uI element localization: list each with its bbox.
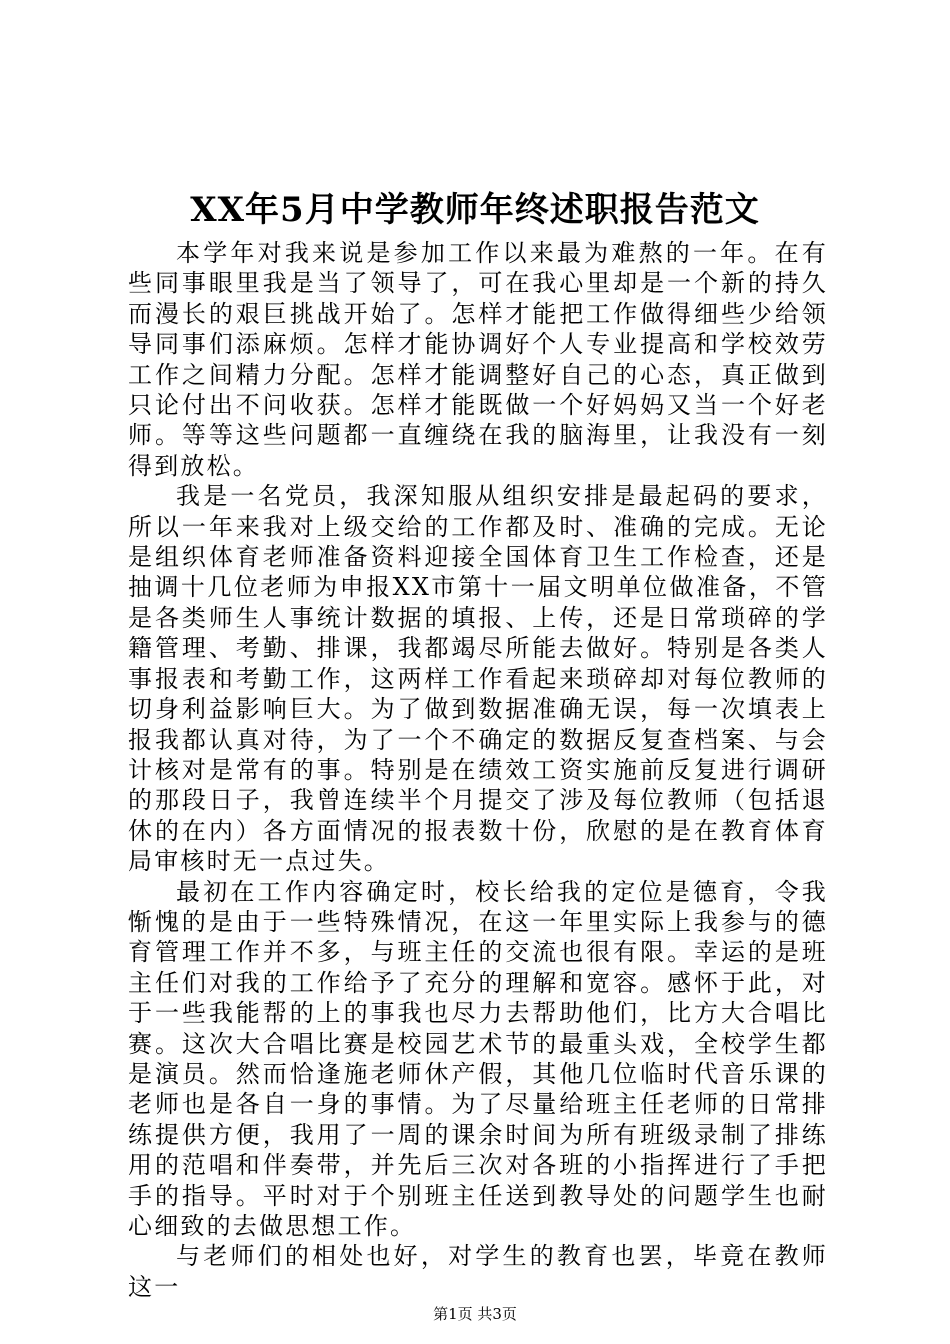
paragraph-2: 我是一名党员，我深知服从组织安排是最起码的要求，所以一年来我对上级交给的工作都及时、准确的完成。无论是组织体育老师准备资料迎接全国体育卫生工作检查，还是抽调十几位老师为申报XX市第十一届文明单位做准备，不管是各类师生人事统计数据的填报、上传，还是日常琐碎的学籍管理、考勤、排课，我都竭尽所能去做好。特别是各类人事报表和考勤工作，这两样工作看起来琐碎却对每位教师的切身利益影响巨大。为了做到数据准确无误，每一次填表上报我都认真对待，为了一个不确定的数据反复查档案、与会计核对是常有的事。特别是在绩效工资实施前反复进行调研的那段日子，我曾连续半个月提交了涉及每位教师（包括退休的在内）各方面情况的报表数十份，欣慰的是在教育体育局审核时无一点过失。: [128, 482, 828, 876]
paragraph-4: 与老师们的相处也好，对学生的教育也罢，毕竟在教师这一: [128, 1242, 828, 1301]
document-title: XX年5月中学教师年终述职报告范文: [190, 190, 760, 230]
page-footer: 第1页 共3页: [433, 1305, 517, 1323]
document-body: [128, 238, 828, 1302]
paragraph-3: 最初在工作内容确定时，校长给我的定位是德育，令我惭愧的是由于一些特殊情况，在这一年里实际上我参与的德育管理工作并不多，与班主任的交流也很有限。幸运的是班主任们对我的工作给予了充分的理解和宽容。感怀于此，对于一些我能帮的上的事我也尽力去帮助他们，比方大合唱比赛。这次大合唱比赛是校园艺术节的最重头戏，全校学生都是演员。然而恰逢施老师休产假，其他几位临时代音乐课的老师也是各自一身的事情。为了尽量给班主任老师的日常排练提供方便，我用了一周的课余时间为所有班级录制了排练用的范唱和伴奏带，并先后三次对各班的小指挥进行了手把手的指导。平时对于个别班主任送到教导处的问题学生也耐心细致的去做思想工作。: [128, 877, 828, 1240]
paragraph-1: 本学年对我来说是参加工作以来最为难熬的一年。在有些同事眼里我是当了领导了，可在我心里却是一个新的持久而漫长的艰巨挑战开始了。怎样才能把工作做得细些少给领导同事们添麻烦。怎样才能协调好个人专业提高和学校效劳工作之间精力分配。怎样才能调整好自己的心态，真正做到只论付出不问收获。怎样才能既做一个好妈妈又当一个好老师。等等这些问题都一直缠绕在我的脑海里，让我没有一刻得到放松。: [128, 239, 828, 480]
